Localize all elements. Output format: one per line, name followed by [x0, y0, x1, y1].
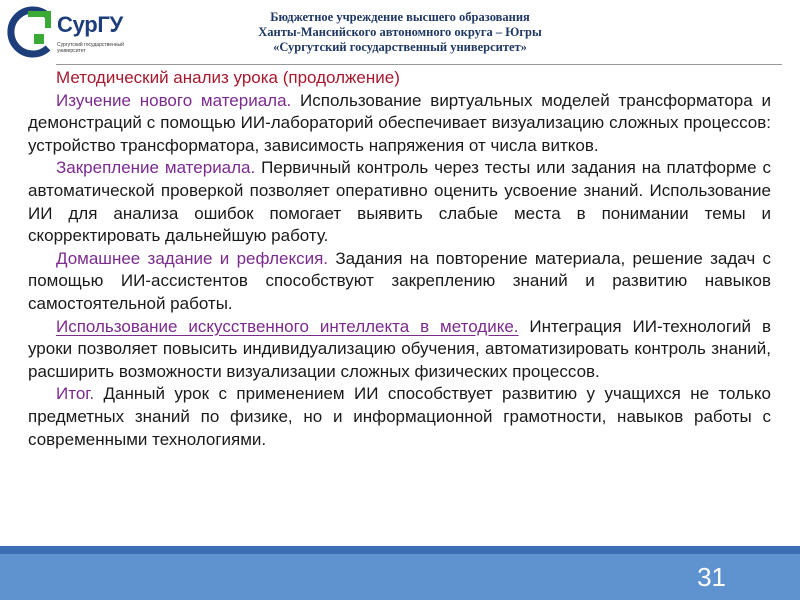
- institution-line: «Сургутский государственный университет»: [273, 40, 527, 54]
- institution-line: Бюджетное учреждение высшего образования: [270, 10, 530, 24]
- logo-subtitle: Сургутский государственный университет: [57, 42, 124, 54]
- paragraph-text: Первичный контроль через тесты или задания на платформе с автоматической проверкой позволяет оперативно оценить усвоение знаний. Использование ИИ для анализа ошибок помогает выявить слабые места в понимании темы и скорректировать дальнейшую работу.: [28, 158, 771, 246]
- paragraph-lead: Изучение нового материала.: [56, 90, 292, 110]
- paragraph-new-material: [28, 90, 771, 158]
- paragraph-lead: Использование искусственного интеллекта в методике.: [56, 316, 519, 336]
- paragraph-consolidation: [28, 157, 771, 247]
- footer-stripe: [0, 546, 800, 554]
- paragraph-text: Данный урок с применением ИИ способствует развитию у учащихся не только предметных знаний по физике, но и информационной грамотности, навыков работы с современными технологиями.: [28, 384, 771, 449]
- slide-content: [28, 67, 771, 451]
- institution-header: [190, 10, 610, 55]
- logo-name: СурГУ: [57, 12, 123, 37]
- paragraph-ai-methodology: [28, 316, 771, 384]
- paragraph-lead: Домашнее задание и рефлексия.: [56, 248, 329, 268]
- paragraph-lead: Итог.: [56, 384, 95, 404]
- paragraph-text: Задания на повторение материала, решение задач с помощью ИИ-ассистентов способствуют закреплению знаний и развитию навыков самостоятельной работы.: [28, 248, 771, 313]
- institution-line: Ханты-Мансийского автономного округа – Югры: [258, 25, 542, 39]
- header-divider: [56, 64, 782, 65]
- paragraph-homework: [28, 248, 771, 316]
- paragraph-lead: Закрепление материала.: [56, 158, 256, 178]
- logo-mark-icon: [4, 6, 56, 58]
- university-logo: [4, 4, 144, 62]
- paragraph-conclusion: [28, 383, 771, 451]
- paragraph-text: Интеграция ИИ-технологий в уроки позволяет повысить индивидуализацию обучения, автоматизировать контроль знаний, расширить возможности визуализации сложных физических процессов.: [28, 316, 771, 381]
- footer-bar: [0, 554, 800, 600]
- content-heading: Методический анализ урока (продолжение): [56, 68, 400, 87]
- page-number: 31: [697, 562, 726, 592]
- paragraph-text: Использование виртуальных моделей трансформатора и демонстраций с помощью ИИ-лабораторий обеспечивает визуализацию сложных процессов: устройство трансформатора, зависимость напряжения от числа витков.: [28, 90, 771, 155]
